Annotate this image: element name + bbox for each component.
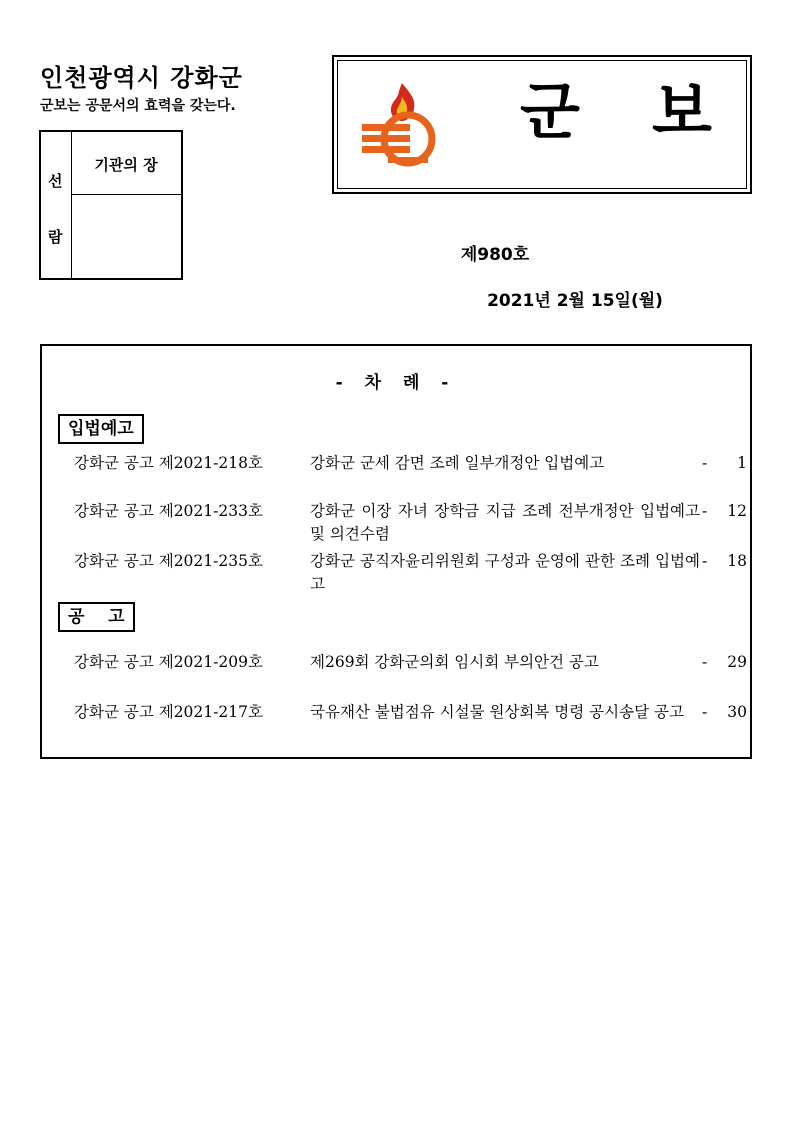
circulation-label-2: 람 (48, 228, 63, 246)
page-number: 29 (727, 653, 747, 671)
tagline: 군보는 공문서의 효력을 갖는다. (40, 98, 236, 114)
leader-dash: - (702, 552, 708, 570)
title-banner (332, 55, 752, 194)
circulation-head-label: 기관의 장 (94, 156, 158, 174)
entry-title: 제269회 강화군의회 임시회 부의안건 공고 (310, 653, 599, 671)
page-number: 18 (727, 552, 747, 570)
notice-number: 강화군 공고 제2021-209호 (74, 653, 263, 671)
leader-dash: - (702, 502, 708, 520)
leader-dash: - (702, 703, 708, 721)
notice-number: 강화군 공고 제2021-217호 (74, 703, 263, 721)
page-number: 1 (737, 454, 747, 472)
page-number: 12 (727, 502, 747, 520)
notice-number: 강화군 공고 제2021-233호 (74, 502, 263, 520)
notice-number: 강화군 공고 제2021-218호 (74, 454, 263, 472)
circulation-box (39, 130, 183, 280)
table-of-contents (40, 344, 752, 759)
banner-char-1: 군 (520, 75, 580, 148)
entry-title: 강화군 군세 감면 조례 일부개정안 입법예고 (310, 454, 605, 472)
county-emblem-icon (358, 79, 446, 167)
issue-number: 제980호 (460, 245, 530, 265)
section-label-notice: 공 고 (58, 602, 135, 632)
organization-name: 인천광역시 강화군 (40, 64, 243, 92)
section-label-legislation: 입법예고 (58, 414, 144, 444)
notice-number: 강화군 공고 제2021-235호 (74, 552, 263, 570)
leader-dash: - (702, 653, 708, 671)
toc-title: - 차 례 - (335, 373, 457, 393)
entry-title: 강화군 이장 자녀 장학금 지급 조례 전부개정안 입법예고 및 의견수렴 (310, 502, 700, 543)
entry-title: 강화군 공직자윤리위원회 구성과 운영에 관한 조례 입법예고 (310, 552, 700, 593)
issue-date: 2021년 2월 15일(월) (487, 291, 663, 311)
page-number: 30 (727, 703, 747, 721)
circulation-label-1: 선 (48, 172, 63, 190)
banner-char-2: 보 (652, 75, 712, 148)
leader-dash: - (702, 454, 708, 472)
entry-title: 국유재산 불법점유 시설물 원상회복 명령 공시송달 공고 (310, 703, 684, 721)
